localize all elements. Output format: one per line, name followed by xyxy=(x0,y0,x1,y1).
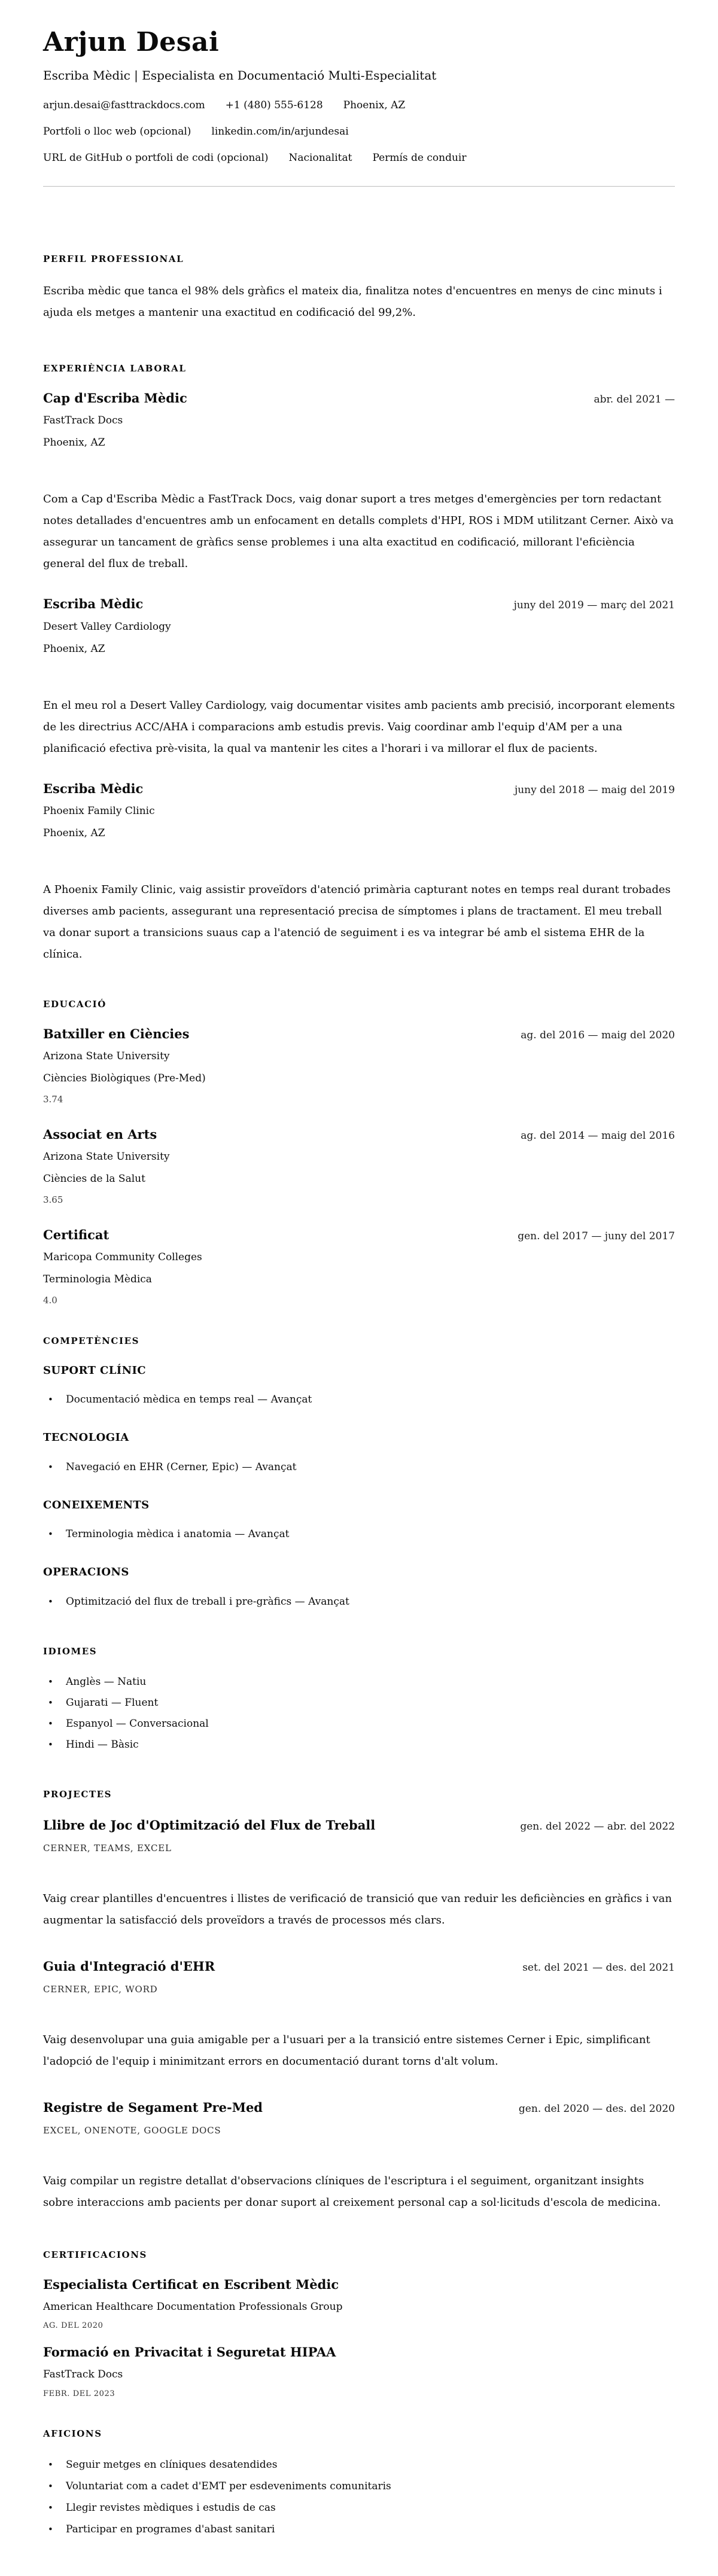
section-heading-education: EDUCACIÓ xyxy=(43,999,107,1010)
contact-location: Phoenix, AZ xyxy=(343,99,406,111)
job-title: Escriba Mèdic xyxy=(43,781,144,796)
project-entry xyxy=(43,1959,675,2072)
project-tools: CERNER, TEAMS, EXCEL xyxy=(43,1842,172,1853)
contact-nationality: Nacionalitat xyxy=(288,151,352,164)
skill-group-title: CONEIXEMENTS xyxy=(43,1498,150,1511)
project-entry xyxy=(43,2100,675,2214)
job-description: A Phoenix Family Clinic, vaig assistir proveïdors d'atenció primària capturant notes en temps real durant trobades diverses amb pacients, assegurant una representació precisa de símptomes i plans de tractament. El meu treball va donar suport a transicions suaus cap a l'atenció de seguiment i es va integrar bé amb el sistema EHR de la clínica. xyxy=(43,883,671,961)
skill-group xyxy=(43,1565,675,1612)
degree-dates: gen. del 2017 — juny del 2017 xyxy=(518,1230,675,1242)
certification-date: FEBR. DEL 2023 xyxy=(43,2389,115,2398)
skill-list xyxy=(43,1389,675,1410)
project-title: Llibre de Joc d'Optimització del Flux de Treball xyxy=(43,1817,376,1833)
contact-row-2 xyxy=(43,125,675,138)
degree-school: Arizona State University xyxy=(43,1050,170,1062)
hobby-item: • Participar en programes d'abast sanitari xyxy=(43,2519,675,2540)
degree-gpa: 3.65 xyxy=(43,1194,63,1206)
project-header xyxy=(43,1959,675,1974)
contact-portfolio: Portfoli o lloc web (opcional) xyxy=(43,125,191,138)
certification-entry xyxy=(43,2277,675,2330)
section-heading-projects: PROJECTES xyxy=(43,1789,112,1800)
job-company: Phoenix Family Clinic xyxy=(43,805,155,817)
project-title: Guia d'Integració d'EHR xyxy=(43,1958,215,1974)
language-item: • Hindi — Bàsic xyxy=(43,1734,675,1755)
language-item: • Anglès — Natiu xyxy=(43,1672,675,1693)
job-location: Phoenix, AZ xyxy=(43,437,105,449)
project-tools: EXCEL, ONENOTE, GOOGLE DOCS xyxy=(43,2125,221,2136)
contact-email: arjun.desai@fasttrackdocs.com xyxy=(43,99,205,111)
job-dates: abr. del 2021 — xyxy=(594,393,675,406)
hobby-item: • Voluntariat com a cadet d'EMT per esdeveniments comunitaris xyxy=(43,2476,675,2497)
section-heading-profile: PERFIL PROFESSIONAL xyxy=(43,253,184,264)
job-description: En el meu rol a Desert Valley Cardiology, vaig documentar visites amb pacients amb precisió, incorporant elements de les directrius ACC/AHA i comparacions amb estudis previs. Vaig coordinar amb l'equip d'AM per a una planificació efectiva prè-visita, la qual va mantenir les cites a l'horari i va millorar el flux de pacients. xyxy=(43,699,675,755)
header-divider xyxy=(43,186,675,187)
language-item: • Gujarati — Fluent xyxy=(43,1693,675,1714)
skill-item: • Terminologia mèdica i anatomia — Avançat xyxy=(43,1524,675,1545)
skill-group xyxy=(43,1364,675,1410)
degree-field: Ciències Biològiques (Pre-Med) xyxy=(43,1072,206,1085)
degree-dates: ag. del 2014 — maig del 2016 xyxy=(521,1129,675,1142)
section-heading-experience: EXPERIÈNCIA LABORAL xyxy=(43,363,187,374)
contact-row-1 xyxy=(43,99,675,112)
job-dates: juny del 2018 — maig del 2019 xyxy=(514,784,675,796)
project-dates: gen. del 2022 — abr. del 2022 xyxy=(520,1820,675,1833)
degree-entry xyxy=(43,1227,675,1307)
degree-gpa: 3.74 xyxy=(43,1094,63,1105)
job-entry xyxy=(43,391,675,575)
hobby-list xyxy=(43,2454,675,2540)
degree-title: Certificat xyxy=(43,1227,109,1242)
certification-date: AG. DEL 2020 xyxy=(43,2321,104,2331)
contact-phone: +1 (480) 555-6128 xyxy=(225,99,323,111)
job-dates: juny del 2019 — març del 2021 xyxy=(513,599,675,612)
project-description: Vaig compilar un registre detallat d'observacions clíniques de l'escriptura i el seguiment, organitzant insights sobre interaccions amb pacients per donar suport al creixement personal cap a sol·licituds d'escola de medicina. xyxy=(43,2175,661,2209)
certification-org: FastTrack Docs xyxy=(43,2368,123,2381)
headline: Escriba Mèdic | Especialista en Documentació Multi-Especialitat xyxy=(43,68,437,83)
degree-dates: ag. del 2016 — maig del 2020 xyxy=(521,1029,675,1041)
project-description: Vaig desenvolupar una guia amigable per a l'usuari per a la transició entre sistemes Cerner i Epic, simplificant l'adopció de l'equip i minimitzant errors en documentació durant torns d'alt volum. xyxy=(43,2034,650,2068)
degree-school: Maricopa Community Colleges xyxy=(43,1251,202,1263)
contact-linkedin: linkedin.com/in/arjundesai xyxy=(211,125,349,138)
skill-group-title: OPERACIONS xyxy=(43,1566,129,1579)
degree-header xyxy=(43,1127,675,1142)
language-item: • Espanyol — Conversacional xyxy=(43,1714,675,1734)
job-header xyxy=(43,596,675,612)
job-location: Phoenix, AZ xyxy=(43,827,105,840)
job-location: Phoenix, AZ xyxy=(43,642,105,655)
section-heading-hobbies: AFICIONS xyxy=(43,2428,102,2439)
job-company: Desert Valley Cardiology xyxy=(43,620,171,633)
certification-title: Formació en Privacitat i Seguretat HIPAA xyxy=(43,2345,336,2360)
certification-title: Especialista Certificat en Escribent Mèdic xyxy=(43,2276,339,2292)
degree-field: Ciències de la Salut xyxy=(43,1172,145,1185)
project-dates: gen. del 2020 — des. del 2020 xyxy=(518,2103,675,2115)
project-header xyxy=(43,2100,675,2115)
project-tools: CERNER, EPIC, WORD xyxy=(43,1984,158,1995)
degree-field: Terminologia Mèdica xyxy=(43,1273,152,1285)
job-entry xyxy=(43,781,675,965)
project-title: Registre de Segament Pre-Med xyxy=(43,2100,263,2115)
certification-org: American Healthcare Documentation Professionals Group xyxy=(43,2301,343,2313)
contact-driving-license: Permís de conduir xyxy=(372,151,467,164)
certification-entry xyxy=(43,2345,675,2398)
job-header xyxy=(43,781,675,797)
hobby-item: • Llegir revistes mèdiques i estudis de cas xyxy=(43,2497,675,2519)
job-company: FastTrack Docs xyxy=(43,414,123,427)
language-list xyxy=(43,1672,675,1755)
skill-item: • Optimització del flux de treball i pre-gràfics — Avançat xyxy=(43,1592,675,1612)
contact-github: URL de GitHub o portfoli de codi (opcional) xyxy=(43,151,269,164)
skill-item: • Navegació en EHR (Cerner, Epic) — Avançat xyxy=(43,1457,675,1478)
skill-group-title: SUPORT CLÍNIC xyxy=(43,1364,147,1377)
job-entry xyxy=(43,596,675,759)
skill-group xyxy=(43,1431,675,1477)
degree-title: Batxiller en Ciències xyxy=(43,1026,190,1041)
job-description: Com a Cap d'Escriba Mèdic a FastTrack Docs, vaig donar suport a tres metges d'emergències per torn redactant notes detallades d'encuentres amb un enfocament en detalls complets d'HPI, ROS i MDM utilitzant Cerner. Això va assegurar un tancament de gràfics sense problemes i una alta exactitud en codificació, millorant l'eficiència general del flux de treball. xyxy=(43,493,674,571)
degree-school: Arizona State University xyxy=(43,1150,170,1163)
degree-entry xyxy=(43,1127,675,1206)
degree-gpa: 4.0 xyxy=(43,1295,57,1306)
degree-header xyxy=(43,1026,675,1042)
degree-title: Associat en Arts xyxy=(43,1126,157,1142)
degree-header xyxy=(43,1227,675,1243)
project-dates: set. del 2021 — des. del 2021 xyxy=(522,1961,675,1974)
contact-row-3 xyxy=(43,151,675,164)
skill-group xyxy=(43,1498,675,1545)
section-heading-skills: COMPETÈNCIES xyxy=(43,1335,140,1346)
skill-item: • Documentació mèdica en temps real — Avançat xyxy=(43,1389,675,1410)
skill-list xyxy=(43,1592,675,1612)
project-description: Vaig crear plantilles d'encuentres i llistes de verificació de transició que van reduir les deficiències en gràfics i van augmentar la satisfacció dels proveïdors a través de processos més clars. xyxy=(43,1892,672,1926)
section-heading-certifications: CERTIFICACIONS xyxy=(43,2249,147,2261)
skill-list xyxy=(43,1457,675,1478)
job-header xyxy=(43,391,675,406)
project-header xyxy=(43,1818,675,1833)
skill-list xyxy=(43,1524,675,1545)
page-title: Arjun Desai xyxy=(43,27,220,57)
section-heading-languages: IDIOMES xyxy=(43,1645,98,1657)
skill-group-title: TECNOLOGIA xyxy=(43,1431,129,1444)
profile-text: Escriba mèdic que tanca el 98% dels gràfics el mateix dia, finalitza notes d'encuentres en menys de cinc minuts i ajuda els metges a mantenir una exactitud en codificació del 99,2%. xyxy=(43,285,662,319)
job-title: Cap d'Escriba Mèdic xyxy=(43,390,187,406)
job-title: Escriba Mèdic xyxy=(43,596,144,612)
hobby-item: • Seguir metges en clíniques desatendides xyxy=(43,2454,675,2476)
project-entry xyxy=(43,1818,675,1931)
degree-entry xyxy=(43,1026,675,1106)
